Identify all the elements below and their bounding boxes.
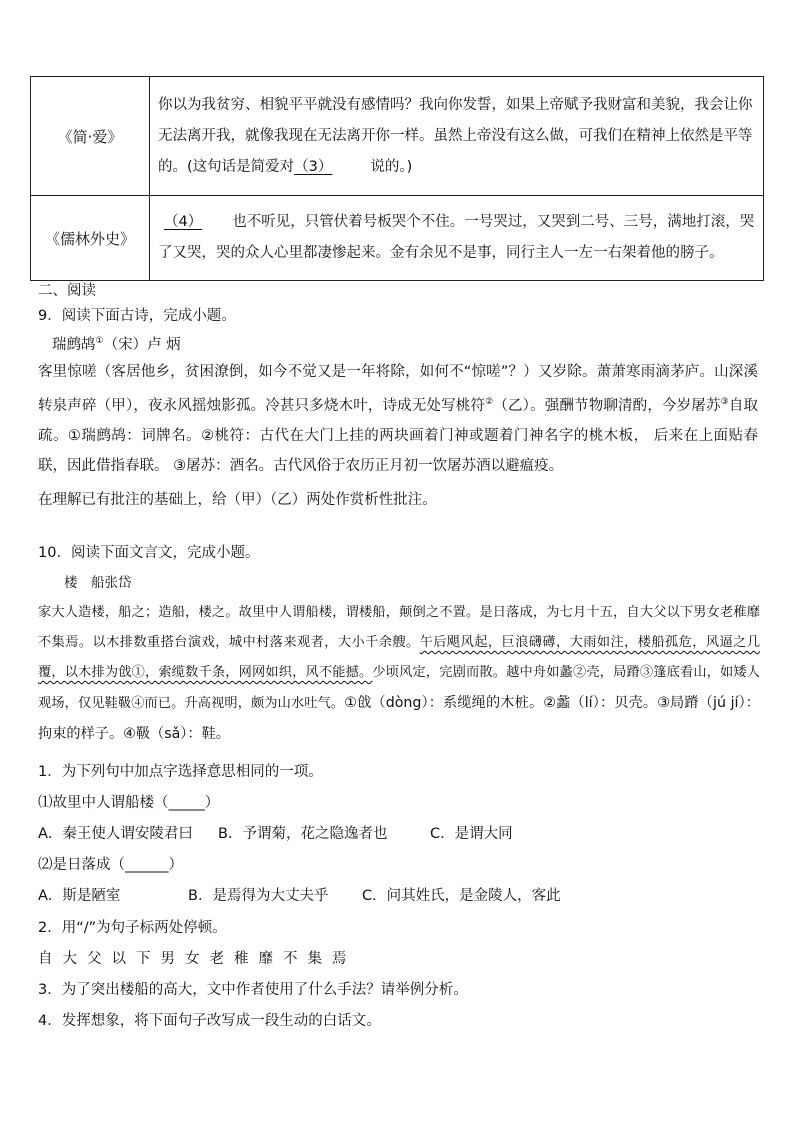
sub-question-3: 3．为了突出楼船的高大，文中作者使用了什么手法？请举例分析。 bbox=[38, 982, 468, 998]
excerpt-cell bbox=[150, 77, 764, 196]
sub-question-2: 2．用“/”为句子标两处停顿。 bbox=[38, 920, 227, 936]
classical-text: 家大人造楼，船之；造船，楼之。故里中人谓船楼，谓楼船，颠倒之不置。是日落成，为七月十五，自大父以下男女老稚靡不集焉。以木排数重搭台演戏，城中村落来观者，大小千余艘。午后飓风起，巨浪礴礡，大雨如注，楼船孤危，风逼之几覆，以木排为戗①，索缆数千条，网网如织，风不能撼。少顷风定，完剧而散。越中舟如蠡②壳，局蹐③篷底看山，如矮人观场，仅见鞋靸④而已。升高视明，颇为山水吐气。①戗（dòng）：系缆绳的木桩。②蠡（lí）：贝壳。③局蹐（jú jí）：拘束的样子。④靸（sǎ）：鞋。 bbox=[38, 605, 761, 742]
poem-author: （宋）卢 炳 bbox=[103, 337, 181, 353]
sub-question-1: 1．为下列句中加点字选择意思相同的一项。 bbox=[38, 764, 323, 780]
sub-question-1b[interactable]: ⑵是日落成（______） bbox=[38, 857, 183, 873]
fill-blank-3[interactable]: （3） bbox=[294, 158, 333, 175]
excerpt-cell bbox=[150, 196, 764, 281]
classical-text-title: 楼 船张岱 bbox=[64, 575, 132, 591]
wavy-underlined-sentence: 午后飓风起，巨浪礴礡，大雨如注，楼船孤危，风逼之几覆，以木排为戗①，索缆数千条，网网如织，风不能撼。 bbox=[38, 635, 761, 680]
sub-question-1b-options bbox=[38, 884, 561, 905]
excerpt-tail: 说的。) bbox=[370, 158, 413, 175]
option-c[interactable]: C．是谓大同 bbox=[430, 826, 513, 842]
book-title-cell: 《简·爱》 bbox=[31, 77, 150, 196]
literature-table bbox=[30, 76, 764, 281]
option-a[interactable]: A．秦王使人谓安陵君曰 bbox=[38, 826, 193, 842]
sub-question-2-sentence: 自大父以下男女老稚靡不集焉 bbox=[38, 951, 357, 967]
poem-title: 瑞鹧鸪 bbox=[52, 337, 96, 353]
classical-notes: ①戗（dòng）：系缆绳的木桩。②蠡（lí）：贝壳。③局蹐（jú jí）：拘束的样子。④靸（sǎ）：鞋。 bbox=[38, 695, 760, 742]
fill-blank-4[interactable]: （4） bbox=[164, 214, 203, 230]
excerpt-text: 也不听见，只管伏着号板哭个不住。一号哭过，又哭到二号、三号，满地打滚，哭了又哭，哭的众人心里都凄惨起来。金有余见不是事，同行主人一左一右架着他的膀子。 bbox=[158, 214, 755, 261]
question-9-task: 在理解已有批注的基础上，给（甲）（乙）两处作赏析性批注。 bbox=[38, 492, 437, 508]
sub-question-1a[interactable]: ⑴故里中人谓船楼（_____） bbox=[38, 795, 220, 811]
question-10-prompt: 10．阅读下面文言文，完成小题。 bbox=[38, 545, 260, 561]
poem-title-line bbox=[52, 333, 181, 354]
table-row bbox=[31, 196, 764, 281]
section-heading: 二、阅读 bbox=[38, 283, 96, 299]
excerpt-text: 你以为我贫穷、相貌平平就没有感情吗？我向你发誓，如果上帝赋予我财富和美貌，我会让你无法离开我，就像我现在无法离开你一样。虽然上帝没有这么做，可我们在精神上依然是平等的。(这句话是简爱对 bbox=[158, 96, 753, 175]
option-b[interactable]: B．予谓菊，花之隐逸者也 bbox=[218, 826, 388, 842]
option-a[interactable]: A．斯是陋室 bbox=[38, 888, 121, 904]
sub-question-4: 4．发挥想象，将下面句子改写成一段生动的白话文。 bbox=[38, 1013, 381, 1029]
poem-body: 客里惊嗟（客居他乡，贫困潦倒，如今不觉又是一年将除，如何不“惊嗟”？）又岁除。萧萧寒雨滴茅庐。山深溪转泉声碎（甲），夜永风摇烛影孤。冷甚只多烧木叶，诗成无处写桃符②（乙）。强酬节物聊清酌，今岁屠苏③自取疏。①瑞鹧鸪：词牌名。②桃符：古代在大门上挂的两块画着门神或题着门神名字的桃木板， 后来在上面贴春联，因此借指春联。 ③屠苏：酒名。古代风俗于农历正月初一饮屠苏酒以避瘟疫。 bbox=[38, 364, 759, 474]
option-b[interactable]: B．是焉得为大丈夫乎 bbox=[188, 888, 329, 904]
sub-question-1a-options bbox=[38, 822, 513, 843]
question-9-prompt: 9．阅读下面古诗，完成小题。 bbox=[38, 308, 236, 324]
option-c[interactable]: C．问其姓氏，是金陵人，客此 bbox=[362, 888, 561, 904]
note-marker: ① bbox=[95, 336, 104, 347]
book-title-cell: 《儒林外史》 bbox=[31, 196, 150, 281]
table-row bbox=[31, 77, 764, 196]
